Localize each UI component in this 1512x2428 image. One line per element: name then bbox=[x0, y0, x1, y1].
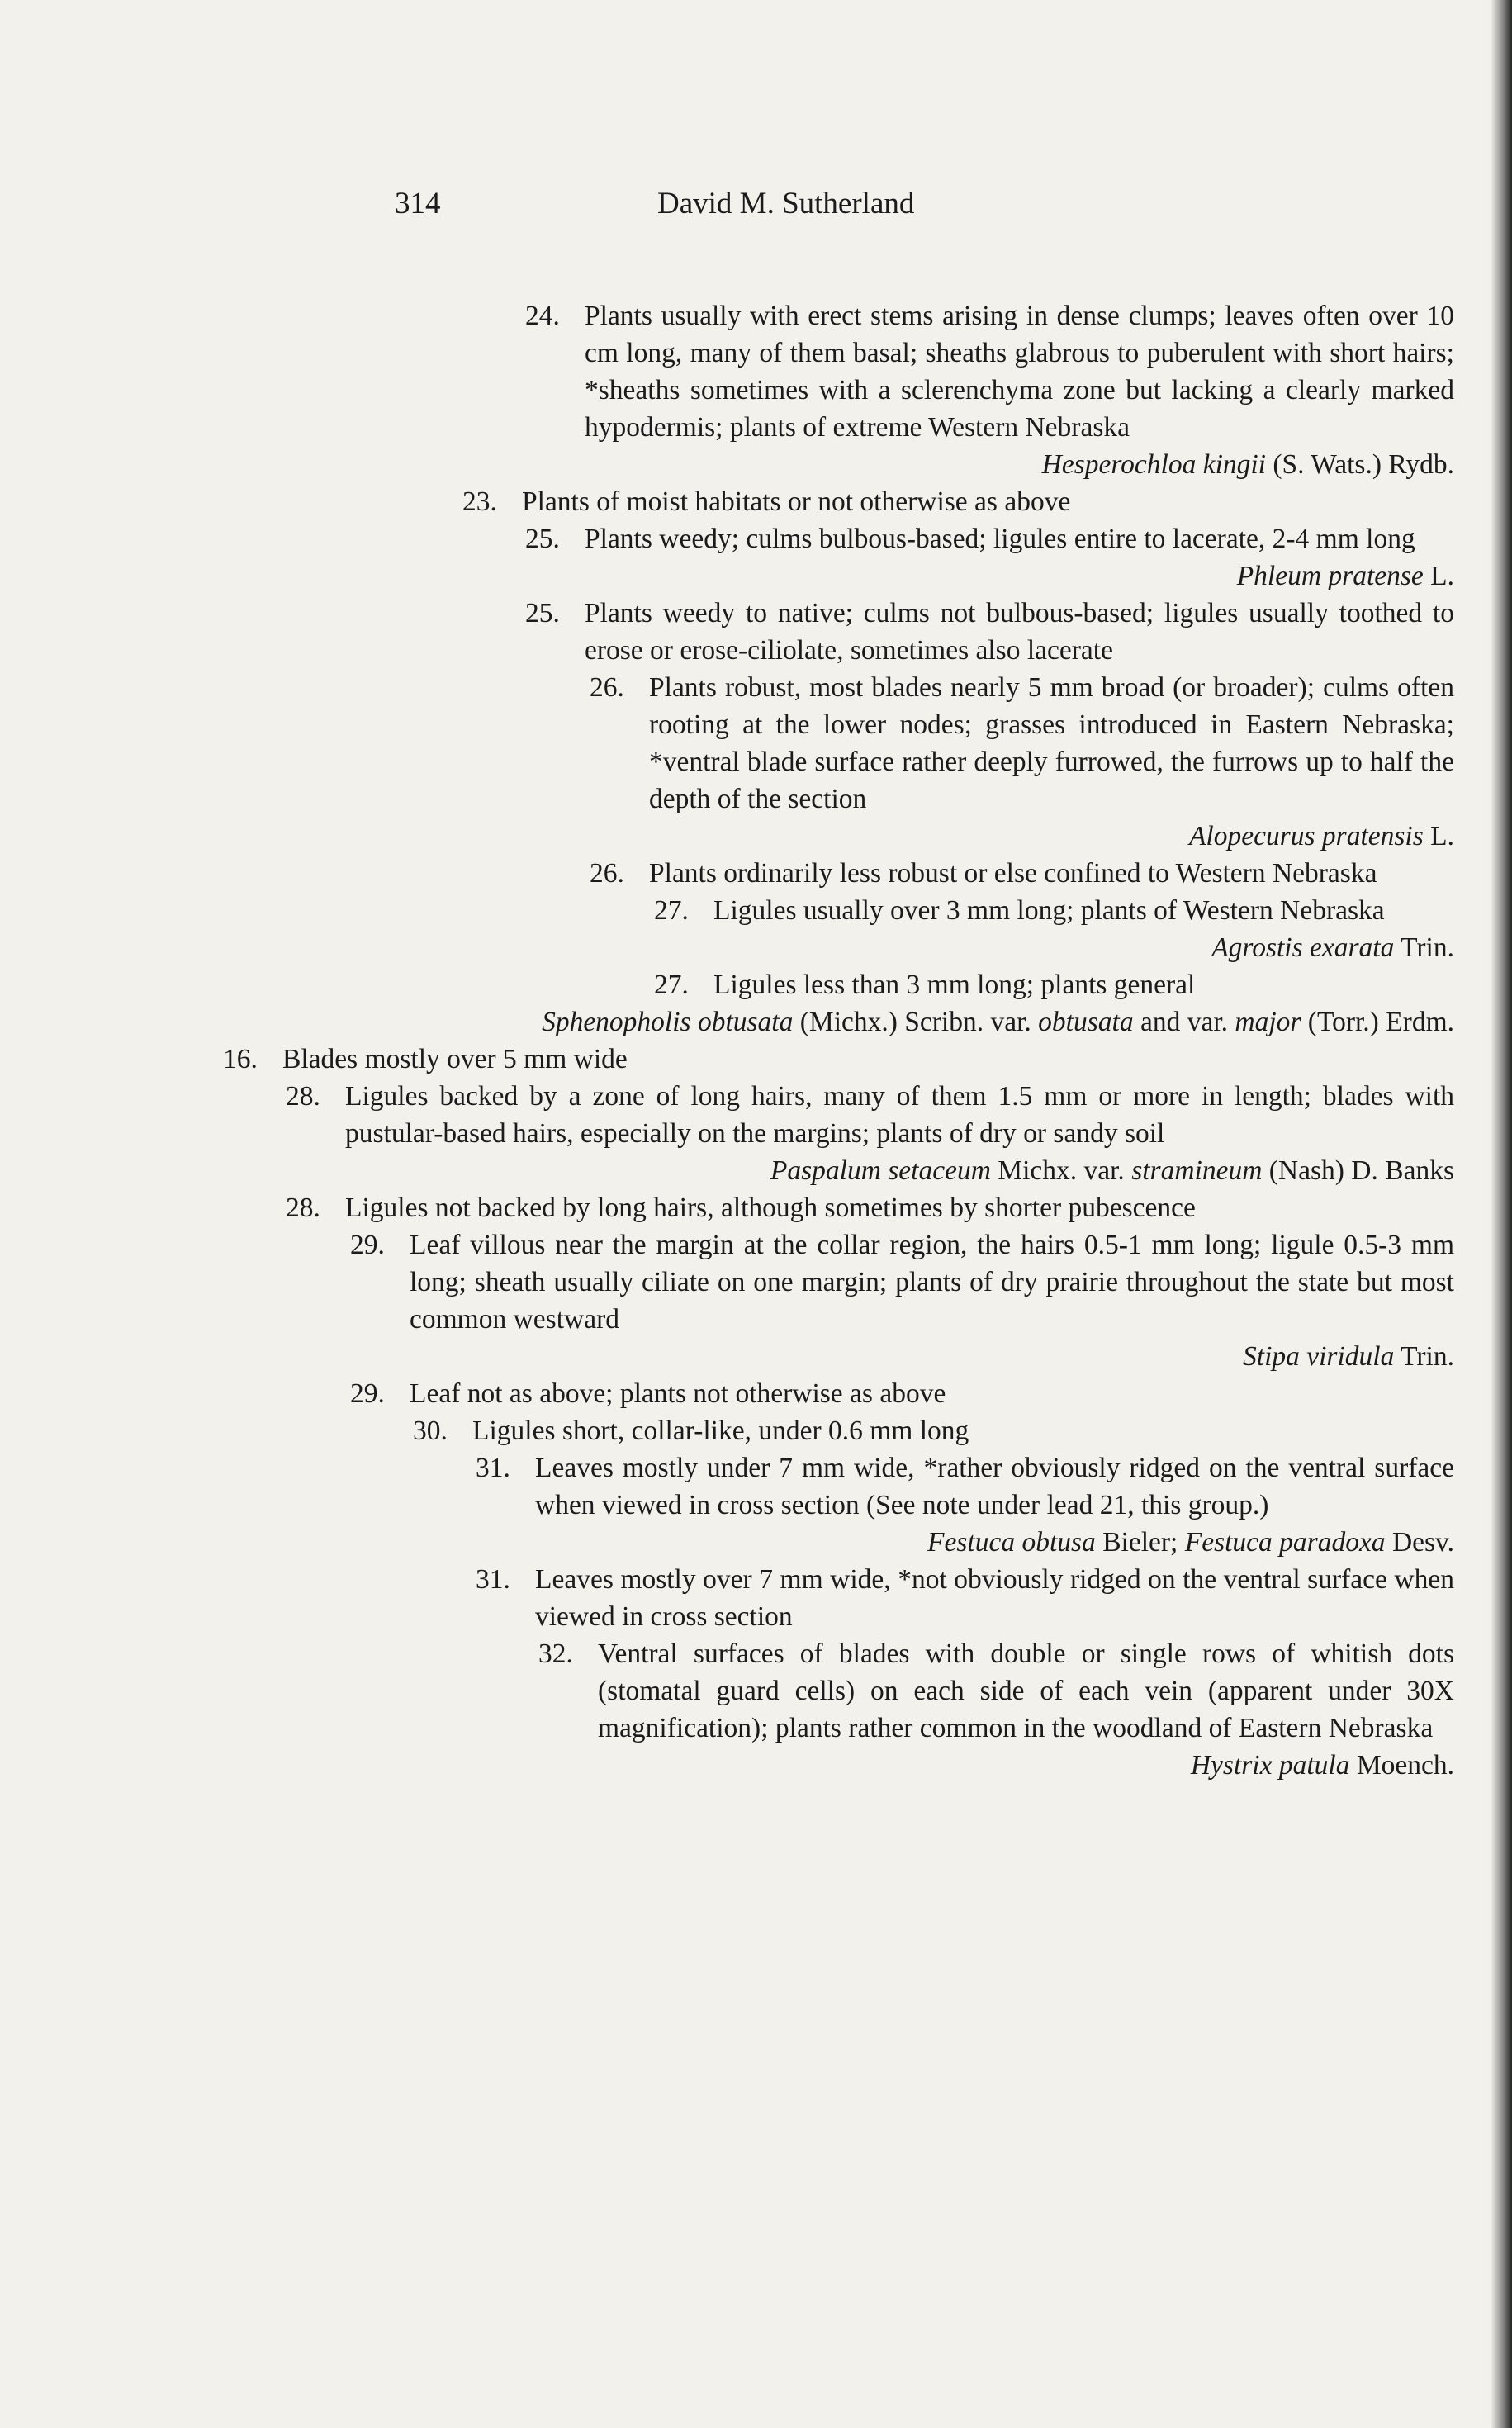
lead-number: 16. bbox=[223, 1044, 258, 1074]
taxon-authority: Moench. bbox=[1349, 1750, 1454, 1781]
lead-number: 29. bbox=[350, 1378, 385, 1409]
lead-number: 25. bbox=[525, 524, 560, 554]
taxon-authority: Bieler; bbox=[1095, 1527, 1185, 1558]
taxon-name bbox=[0, 1524, 1512, 1561]
taxon-name bbox=[0, 818, 1512, 855]
key-lead-24a bbox=[525, 297, 1454, 446]
taxon-italic-2: Festuca paradoxa bbox=[1184, 1527, 1386, 1558]
lead-text: Ventral surfaces of blades with double or single rows of whitish dots (stomatal guard cells) on each side of each vein (apparent under 30X magnification); plants rather common in the woodland of Eastern Nebraska bbox=[598, 1638, 1454, 1743]
taxon-italic: Agrostis exarata bbox=[1211, 932, 1395, 963]
taxon-authority: (Torr.) Erdm. bbox=[1301, 1007, 1454, 1037]
lead-number: 24. bbox=[525, 301, 560, 331]
lead-number: 31. bbox=[476, 1453, 510, 1483]
lead-text: Leaf villous near the margin at the collar region, the hairs 0.5-1 mm long; ligule 0.5-3 mm long; sheath usually ciliate on one margin; plants of dry prairie throughout the state but most common westward bbox=[410, 1230, 1454, 1335]
taxon-authority: Trin. bbox=[1394, 932, 1454, 963]
taxon-variety: major bbox=[1235, 1007, 1301, 1037]
key-body bbox=[0, 297, 1512, 1784]
taxon-authority: Trin. bbox=[1394, 1341, 1454, 1372]
lead-text: Ligules not backed by long hairs, although sometimes by shorter pubescence bbox=[345, 1193, 1196, 1223]
taxon-italic: Phleum pratense bbox=[1236, 561, 1424, 591]
key-lead-28a bbox=[286, 1078, 1454, 1152]
taxon-italic: Hesperochloa kingii bbox=[1041, 449, 1266, 480]
taxon-authority: (Nash) D. Banks bbox=[1262, 1155, 1454, 1186]
taxon-italic: Paspalum setaceum bbox=[770, 1155, 991, 1186]
lead-number: 27. bbox=[654, 970, 689, 1000]
running-head-author: David M. Sutherland bbox=[657, 187, 915, 221]
page-header bbox=[0, 186, 1512, 227]
taxon-name bbox=[0, 557, 1512, 595]
key-lead-30a bbox=[413, 1412, 1454, 1449]
lead-text: Plants weedy to native; culms not bulbous-based; ligules usually toothed to erose or erose-ciliolate, sometimes also lacerate bbox=[585, 598, 1454, 666]
key-lead-32a bbox=[538, 1635, 1454, 1747]
key-lead-27b bbox=[654, 966, 1454, 1003]
taxon-italic: Hystrix patula bbox=[1190, 1750, 1350, 1781]
taxon-variety: obtusata bbox=[1038, 1007, 1134, 1037]
taxon-italic: Sphenopholis obtusata bbox=[542, 1007, 794, 1037]
taxon-name bbox=[0, 1152, 1512, 1189]
lead-number: 30. bbox=[413, 1416, 448, 1446]
lead-text: Blades mostly over 5 mm wide bbox=[282, 1044, 628, 1074]
lead-number: 32. bbox=[538, 1638, 573, 1669]
lead-number: 28. bbox=[286, 1193, 320, 1223]
taxon-name bbox=[0, 929, 1512, 966]
lead-text: Leaves mostly over 7 mm wide, *not obviously ridged on the ventral surface when viewed in cross section bbox=[535, 1564, 1454, 1632]
taxon-authority: L. bbox=[1423, 821, 1454, 851]
lead-number: 31. bbox=[476, 1564, 510, 1595]
lead-text: Leaves mostly under 7 mm wide, *rather obviously ridged on the ventral surface when viewed in cross section (See note under lead 21, this group.) bbox=[535, 1453, 1454, 1520]
lead-number: 26. bbox=[590, 858, 624, 889]
lead-text: Plants usually with erect stems arising in dense clumps; leaves often over 10 cm long, many of them basal; sheaths glabrous to puberulent with short hairs; *sheaths sometimes with a sclerenchyma zone but lacking a clearly marked hypodermis; plants of extreme Western Nebraska bbox=[585, 301, 1454, 443]
key-lead-31a bbox=[476, 1449, 1454, 1524]
key-lead-26a bbox=[590, 669, 1454, 818]
lead-text: Plants weedy; culms bulbous-based; ligules entire to lacerate, 2-4 mm long bbox=[585, 524, 1415, 554]
lead-number: 23. bbox=[462, 486, 497, 517]
key-lead-16b bbox=[223, 1041, 1454, 1078]
taxon-name bbox=[0, 1003, 1512, 1041]
key-lead-29a bbox=[350, 1226, 1454, 1338]
page-edge-shadow bbox=[1491, 0, 1512, 2428]
taxon-name bbox=[0, 1747, 1512, 1784]
key-lead-28b bbox=[286, 1189, 1454, 1226]
page-number: 314 bbox=[395, 187, 441, 221]
lead-text: Ligules usually over 3 mm long; plants of Western Nebraska bbox=[713, 895, 1385, 926]
lead-number: 27. bbox=[654, 895, 689, 926]
taxon-name bbox=[0, 1338, 1512, 1375]
key-lead-29b bbox=[350, 1375, 1454, 1412]
lead-number: 26. bbox=[590, 672, 624, 703]
key-lead-27a bbox=[654, 892, 1454, 929]
lead-text: Leaf not as above; plants not otherwise as above bbox=[410, 1378, 946, 1409]
taxon-authority: L. bbox=[1423, 561, 1454, 591]
taxon-italic: Alopecurus pratensis bbox=[1188, 821, 1424, 851]
taxon-authority: (S. Wats.) Rydb. bbox=[1266, 449, 1454, 480]
lead-text: Plants robust, most blades nearly 5 mm broad (or broader); culms often rooting at the lower nodes; grasses introduced in Eastern Nebraska; *ventral blade surface rather deeply furrowed, the furrows up to half the depth of the section bbox=[649, 672, 1454, 814]
key-lead-25b bbox=[525, 595, 1454, 669]
taxon-authority: (Michx.) Scribn. var. bbox=[793, 1007, 1039, 1037]
taxon-authority: and var. bbox=[1133, 1007, 1235, 1037]
taxon-authority: Desv. bbox=[1385, 1527, 1454, 1558]
key-lead-23b bbox=[462, 483, 1454, 520]
taxon-italic: Festuca obtusa bbox=[927, 1527, 1096, 1558]
lead-number: 28. bbox=[286, 1081, 320, 1112]
lead-text: Plants ordinarily less robust or else confined to Western Nebraska bbox=[649, 858, 1377, 889]
lead-number: 25. bbox=[525, 598, 560, 628]
taxon-italic: Stipa viridula bbox=[1243, 1341, 1395, 1372]
lead-text: Ligules short, collar-like, under 0.6 mm long bbox=[472, 1416, 969, 1446]
key-lead-26b bbox=[590, 855, 1454, 892]
lead-text: Plants of moist habitats or not otherwise as above bbox=[522, 486, 1071, 517]
lead-number: 29. bbox=[350, 1230, 385, 1260]
taxon-variety: stramineum bbox=[1131, 1155, 1263, 1186]
key-lead-31b bbox=[476, 1561, 1454, 1635]
lead-text: Ligules backed by a zone of long hairs, many of them 1.5 mm or more in length; blades with pustular-based hairs, especially on the margins; plants of dry or sandy soil bbox=[345, 1081, 1454, 1149]
taxon-name bbox=[0, 446, 1512, 483]
key-lead-25a bbox=[525, 520, 1454, 557]
taxon-authority: Michx. var. bbox=[990, 1155, 1132, 1186]
lead-text: Ligules less than 3 mm long; plants general bbox=[713, 970, 1196, 1000]
